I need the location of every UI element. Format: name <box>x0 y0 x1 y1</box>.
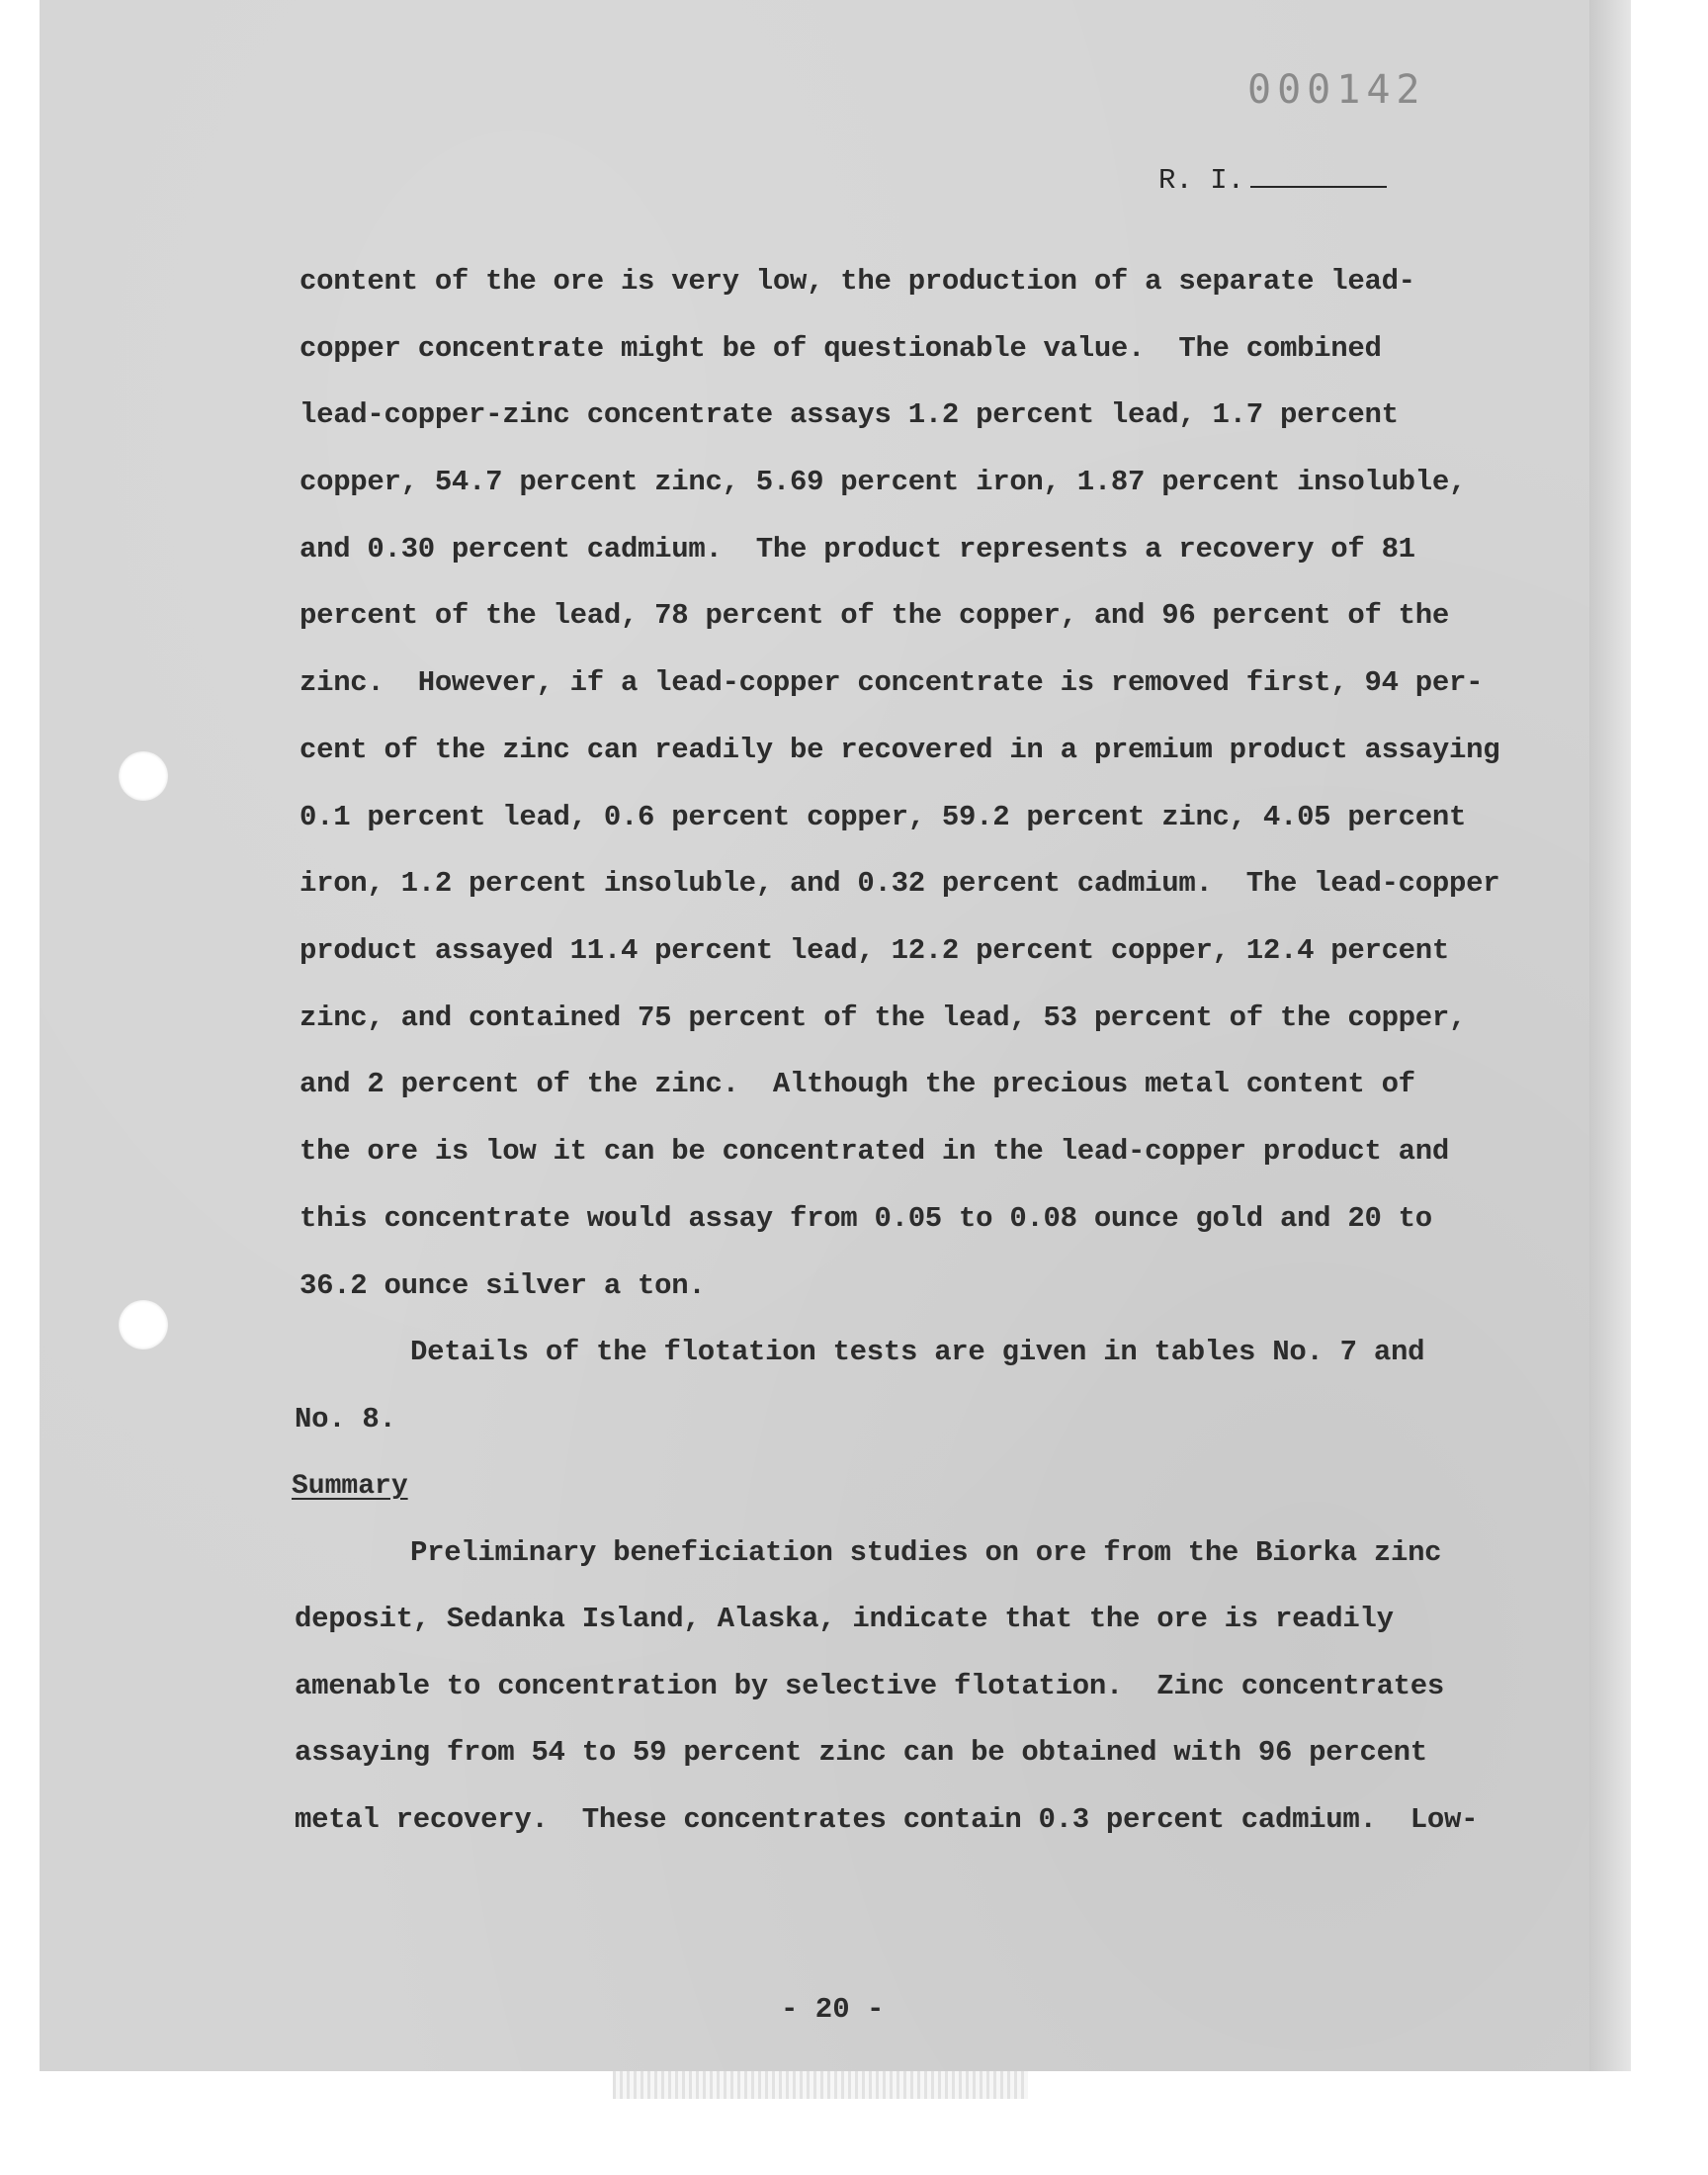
body-line: 36.2 ounce silver a ton. <box>299 1269 706 1302</box>
body-line: and 0.30 percent cadmium. The product represents a recovery of 81 <box>299 533 1415 566</box>
body-line: and 2 percent of the zinc. Although the precious metal content of <box>299 1068 1415 1100</box>
body-line: this concentrate would assay from 0.05 to 0.08 ounce gold and 20 to <box>299 1202 1432 1235</box>
summary-heading: Summary <box>292 1471 408 1502</box>
body-line: lead-copper-zinc concentrate assays 1.2 percent lead, 1.7 percent <box>299 398 1399 431</box>
body-line: Preliminary beneficiation studies on ore from the Biorka zinc <box>410 1536 1442 1569</box>
document-number: 000142 <box>1247 67 1426 113</box>
ri-number-blank <box>1250 166 1387 188</box>
body-line: copper concentrate might be of questionable value. The combined <box>299 332 1382 365</box>
body-line: amenable to concentration by selective flotation. Zinc concentrates <box>295 1670 1444 1702</box>
body-line: cent of the zinc can readily be recovered in a premium product assaying <box>299 734 1500 766</box>
body-line: copper, 54.7 percent zinc, 5.69 percent iron, 1.87 percent insoluble, <box>299 466 1467 498</box>
body-line: product assayed 11.4 percent lead, 12.2 percent copper, 12.4 percent <box>299 934 1449 967</box>
body-line: the ore is low it can be concentrated in the lead-copper product and <box>299 1135 1449 1168</box>
punch-hole-top <box>119 751 168 801</box>
page-number: - 20 - <box>781 1993 885 2026</box>
scan-bottom-strip <box>613 2071 1028 2099</box>
body-line: metal recovery. These concentrates contain 0.3 percent cadmium. Low- <box>295 1803 1479 1836</box>
body-line: Details of the flotation tests are given in tables No. 7 and <box>410 1336 1425 1368</box>
punch-hole-bottom <box>119 1300 168 1349</box>
page-edge <box>1589 0 1631 2071</box>
report-of-investigation-label <box>1158 164 1387 197</box>
body-line: No. 8. <box>295 1403 396 1436</box>
body-line: 0.1 percent lead, 0.6 percent copper, 59.2 percent zinc, 4.05 percent <box>299 801 1467 833</box>
body-line: deposit, Sedanka Island, Alaska, indicate that the ore is readily <box>295 1603 1394 1635</box>
body-line: zinc, and contained 75 percent of the lead, 53 percent of the copper, <box>299 1001 1467 1034</box>
body-line: iron, 1.2 percent insoluble, and 0.32 percent cadmium. The lead-copper <box>299 867 1500 900</box>
body-line: assaying from 54 to 59 percent zinc can be obtained with 96 percent <box>295 1736 1427 1769</box>
body-line: zinc. However, if a lead-copper concentrate is removed first, 94 per- <box>299 666 1484 699</box>
body-line: content of the ore is very low, the production of a separate lead- <box>299 265 1415 298</box>
ri-label-text: R. I. <box>1158 164 1245 197</box>
body-line: percent of the lead, 78 percent of the copper, and 96 percent of the <box>299 599 1449 632</box>
